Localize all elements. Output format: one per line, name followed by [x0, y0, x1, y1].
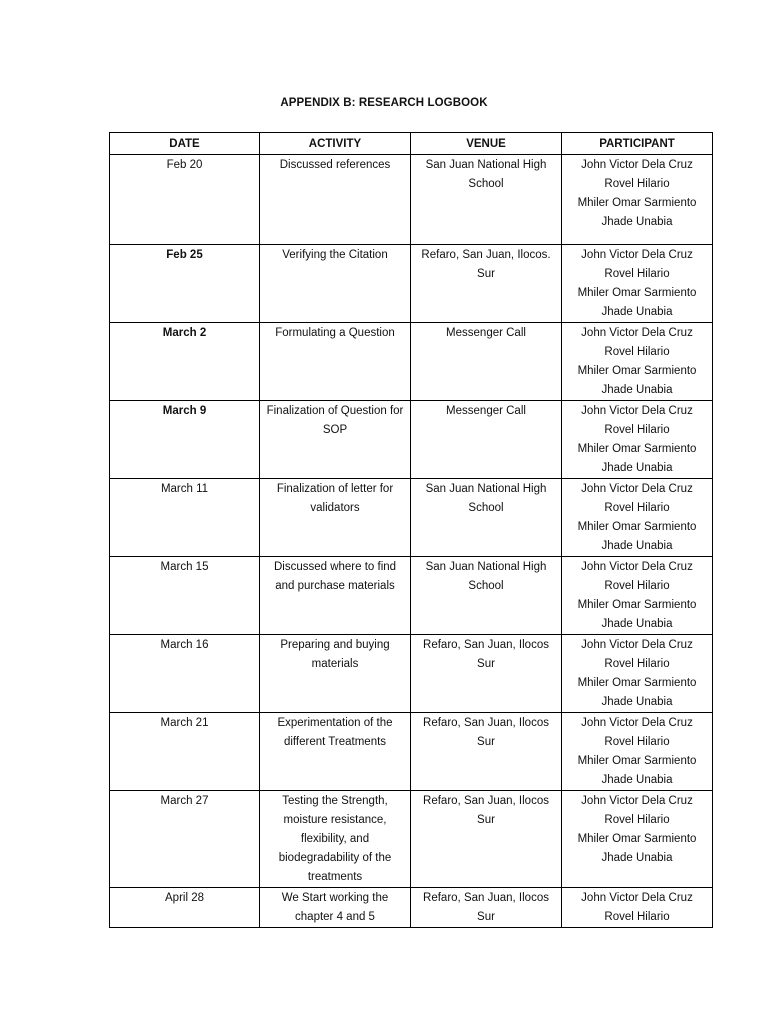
- participant-name: John Victor Dela Cruz: [581, 483, 693, 495]
- date-cell: March 21: [110, 713, 260, 791]
- venue-cell: Messenger Call: [411, 323, 562, 401]
- activity-cell: Finalization of letter for validators: [260, 479, 411, 557]
- participant-cell: [562, 155, 713, 245]
- participant-cell: [562, 557, 713, 635]
- participant-cell: [562, 323, 713, 401]
- venue-cell: Refaro, San Juan, Ilocos Sur: [411, 888, 562, 928]
- participant-name: Mhiler Omar Sarmiento: [577, 833, 697, 845]
- participant-name: Rovel Hilario: [604, 580, 670, 592]
- logbook-table: [109, 132, 713, 928]
- table-row: [110, 401, 713, 479]
- date-cell: March 11: [110, 479, 260, 557]
- participant-name: Rovel Hilario: [604, 178, 670, 190]
- table-row: [110, 155, 713, 245]
- participant-name: Jhade Unabia: [601, 216, 673, 228]
- participant-name: John Victor Dela Cruz: [581, 717, 693, 729]
- venue-cell: Refaro, San Juan, Ilocos Sur: [411, 713, 562, 791]
- activity-cell: We Start working the chapter 4 and 5: [260, 888, 411, 928]
- participant-name: Jhade Unabia: [601, 540, 673, 552]
- participant-name: John Victor Dela Cruz: [581, 892, 693, 904]
- participant-name: Rovel Hilario: [604, 658, 670, 670]
- participant-name: Rovel Hilario: [604, 911, 670, 923]
- column-header-participant: PARTICIPANT: [562, 133, 713, 155]
- table-header-row: [110, 133, 713, 155]
- participant-name: Rovel Hilario: [604, 268, 670, 280]
- column-header-activity: ACTIVITY: [260, 133, 411, 155]
- column-header-venue: VENUE: [411, 133, 562, 155]
- participant-name: Mhiler Omar Sarmiento: [577, 197, 697, 209]
- participant-name: Mhiler Omar Sarmiento: [577, 521, 697, 533]
- date-cell: March 16: [110, 635, 260, 713]
- date-cell: March 27: [110, 791, 260, 888]
- venue-cell: San Juan National High School: [411, 155, 562, 245]
- participant-cell: [562, 713, 713, 791]
- participant-name: Rovel Hilario: [604, 736, 670, 748]
- participant-cell: [562, 791, 713, 888]
- participant-name: John Victor Dela Cruz: [581, 327, 693, 339]
- activity-cell: Formulating a Question: [260, 323, 411, 401]
- venue-cell: Refaro, San Juan, Ilocos Sur: [411, 791, 562, 888]
- participant-cell: [562, 401, 713, 479]
- participant-name: Mhiler Omar Sarmiento: [577, 443, 697, 455]
- table-row: [110, 888, 713, 928]
- activity-cell: Testing the Strength, moisture resistance, flexibility, and biodegradability of the treatments: [260, 791, 411, 888]
- participant-name: Jhade Unabia: [601, 774, 673, 786]
- date-cell: April 28: [110, 888, 260, 928]
- page-title: APPENDIX B: RESEARCH LOGBOOK: [280, 97, 488, 109]
- date-cell: March 15: [110, 557, 260, 635]
- participant-name: Rovel Hilario: [604, 346, 670, 358]
- activity-cell: Discussed references: [260, 155, 411, 245]
- participant-name: John Victor Dela Cruz: [581, 405, 693, 417]
- table-row: [110, 791, 713, 888]
- participant-name: Jhade Unabia: [601, 384, 673, 396]
- participant-cell: [562, 888, 713, 928]
- participant-name: John Victor Dela Cruz: [581, 249, 693, 261]
- table-row: [110, 713, 713, 791]
- participant-name: Mhiler Omar Sarmiento: [577, 287, 697, 299]
- table-row: [110, 479, 713, 557]
- activity-cell: Preparing and buying materials: [260, 635, 411, 713]
- venue-cell: Refaro, San Juan, Ilocos Sur: [411, 635, 562, 713]
- participant-name: Jhade Unabia: [601, 462, 673, 474]
- participant-name: Jhade Unabia: [601, 696, 673, 708]
- table-row: [110, 245, 713, 323]
- participant-name: Rovel Hilario: [604, 814, 670, 826]
- participant-name: Mhiler Omar Sarmiento: [577, 599, 697, 611]
- date-cell: Feb 20: [110, 155, 260, 245]
- participant-name: John Victor Dela Cruz: [581, 159, 693, 171]
- venue-cell: San Juan National High School: [411, 479, 562, 557]
- participant-cell: [562, 479, 713, 557]
- table-row: [110, 323, 713, 401]
- activity-cell: Finalization of Question for SOP: [260, 401, 411, 479]
- participant-name: Jhade Unabia: [601, 852, 673, 864]
- participant-name: Mhiler Omar Sarmiento: [577, 677, 697, 689]
- participant-name: Jhade Unabia: [601, 306, 673, 318]
- participant-name: Rovel Hilario: [604, 502, 670, 514]
- venue-cell: Refaro, San Juan, Ilocos. Sur: [411, 245, 562, 323]
- table-row: [110, 635, 713, 713]
- participant-cell: [562, 245, 713, 323]
- participant-name: Jhade Unabia: [601, 618, 673, 630]
- table-row: [110, 557, 713, 635]
- date-cell: March 9: [110, 401, 260, 479]
- participant-name: Mhiler Omar Sarmiento: [577, 365, 697, 377]
- activity-cell: Experimentation of the different Treatments: [260, 713, 411, 791]
- participant-name: John Victor Dela Cruz: [581, 639, 693, 651]
- participant-name: Mhiler Omar Sarmiento: [577, 755, 697, 767]
- activity-cell: Verifying the Citation: [260, 245, 411, 323]
- participant-name: John Victor Dela Cruz: [581, 795, 693, 807]
- participant-cell: [562, 635, 713, 713]
- activity-cell: Discussed where to find and purchase materials: [260, 557, 411, 635]
- participant-name: John Victor Dela Cruz: [581, 561, 693, 573]
- date-cell: Feb 25: [110, 245, 260, 323]
- participant-name: Rovel Hilario: [604, 424, 670, 436]
- venue-cell: Messenger Call: [411, 401, 562, 479]
- date-cell: March 2: [110, 323, 260, 401]
- column-header-date: DATE: [110, 133, 260, 155]
- venue-cell: San Juan National High School: [411, 557, 562, 635]
